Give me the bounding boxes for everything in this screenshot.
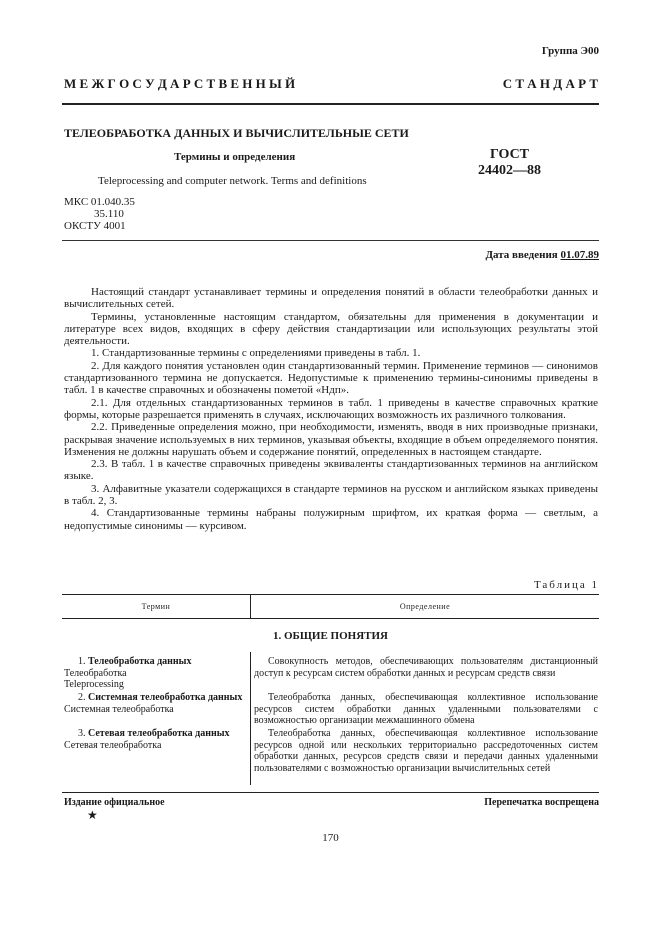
paragraph: 4. Стандартизованные термины набраны полужирным шрифтом, их краткая форма — светлым, а недопустимые синонимы — курсивом. <box>64 507 598 532</box>
paragraph: 3. Алфавитные указатели содержащихся в стандарте терминов на русском и английском языках приведены в табл. 2, 3. <box>64 482 598 508</box>
introduction-date <box>485 249 599 261</box>
paragraph: 2. Для каждого понятия установлен один стандартизованный термин. Применение терминов — синонимов стандартизованного термина не допускается. Недопустимые к применению термины-синонимы приведены в табл. 1 в качестве справочных и обозначены пометой «Ндп». <box>64 359 598 397</box>
classification-codes <box>64 196 135 232</box>
reprint-prohibited-label: Перепечатка воспрещена <box>484 797 599 808</box>
term-name: Системная телеобработка данных <box>88 692 243 703</box>
group-code: Группа Э00 <box>541 45 599 57</box>
definition-text: Совокупность методов, обеспечивающих пользователям дистанционный доступ к ресурсам систем обработки данных и ресурсам средств связи <box>254 656 598 679</box>
code-mks-2: 35.110 <box>94 208 124 220</box>
standard-banner <box>64 76 598 92</box>
table-row-term <box>64 656 250 691</box>
term-english: Teleprocessing <box>64 679 124 690</box>
document-subtitle: Термины и определения <box>174 151 296 163</box>
bottom-rule <box>62 792 599 793</box>
term-number: 1. <box>78 656 86 667</box>
banner-word-1: М Е Ж Г О С У Д А Р С Т В Е Н Н Ы Й <box>64 76 296 91</box>
definition-text: Телеобработка данных, обеспечивающая коллективное использование ресурсов одной или нескольких территориально рассредоточенных систем обработки данных, ресурсов средств связи и передачи данных удаленными пользователями с возможностью организации вычислительных сетей <box>254 728 598 774</box>
page-number: 170 <box>322 832 339 844</box>
gost-label: ГОСТ <box>489 147 530 162</box>
code-mks: МКС 01.040.35 <box>64 196 135 208</box>
paragraph: 1. Стандартизованные термины с определениями приведены в табл. 1. <box>91 347 421 360</box>
term-short-form: Сетевая телеобработка <box>64 739 162 751</box>
term-short-form: Телеобработка <box>64 667 127 679</box>
table-row-definition <box>254 728 598 774</box>
document-title: ТЕЛЕОБРАБОТКА ДАННЫХ И ВЫЧИСЛИТЕЛЬНЫЕ СЕТИ <box>64 126 409 140</box>
intro-date-label: Дата введения <box>485 249 558 261</box>
top-rule <box>62 103 599 105</box>
column-header-term: Термин <box>62 595 251 618</box>
body-text <box>64 286 598 532</box>
paragraph: 2.2. Приведенные определения можно, при необходимости, изменять, вводя в них производные признаки, раскрывая значение используемых в них терминов, указывая объекты, входящие в объем определяемого понятия. Изменения не должны нарушать объем и содержание понятий, определенных в настоящем стандарте. <box>64 421 598 458</box>
official-edition-label: Издание официальное <box>64 797 165 808</box>
gost-number: 24402—88 <box>478 163 541 178</box>
table-header <box>62 594 599 619</box>
term-number: 2. <box>78 692 86 703</box>
banner-word-2: С Т А Н Д А Р Т <box>502 76 598 91</box>
term-short-form: Системная телеобработка <box>64 703 174 715</box>
table-row-term <box>64 728 250 751</box>
section-heading: 1. ОБЩИЕ ПОНЯТИЯ <box>272 630 388 642</box>
gost-designation <box>478 147 541 179</box>
table-caption: Таблица 1 <box>533 579 599 591</box>
paragraph: 2.1. Для отдельных стандартизованных терминов в табл. 1 приведены в качестве справочных краткие формы, которые разрешается применять в случаях, исключающих возможность их различного толкования. <box>64 396 598 421</box>
code-okstu: ОКСТУ 4001 <box>64 220 126 232</box>
term-name: Телеобработка данных <box>88 656 192 667</box>
table-row-definition <box>254 656 598 679</box>
intro-date-value: 01.07.89 <box>560 249 599 261</box>
definition-text: Телеобработка данных, обеспечивающая коллективное использование ресурсов систем обработки данных удаленными пользователями с возможностью организации межмашинного обмена <box>254 692 598 726</box>
paragraph: 2.3. В табл. 1 в качестве справочных приведены эквиваленты стандартизованных терминов на английском языке. <box>64 458 598 483</box>
term-name: Сетевая телеобработка данных <box>88 728 230 739</box>
english-title: Teleprocessing and computer network. Terms and definitions <box>98 175 367 187</box>
column-header-definition: Определение <box>399 602 451 611</box>
column-divider <box>250 652 251 785</box>
table-row-definition <box>254 692 598 727</box>
paragraph: Настоящий стандарт устанавливает термины и определения понятий в области телеобработки данных и вычислительных сетей. <box>64 286 598 311</box>
table-row-term <box>64 692 250 715</box>
paragraph: Термины, установленные настоящим стандартом, обязательны для применения в документации и литературе всех видов, входящих в сферу действия стандартизации или использующих результаты этой деятельности. <box>64 310 598 348</box>
term-number: 3. <box>78 728 86 739</box>
middle-rule <box>62 240 599 241</box>
star-icon: ★ <box>87 808 98 822</box>
